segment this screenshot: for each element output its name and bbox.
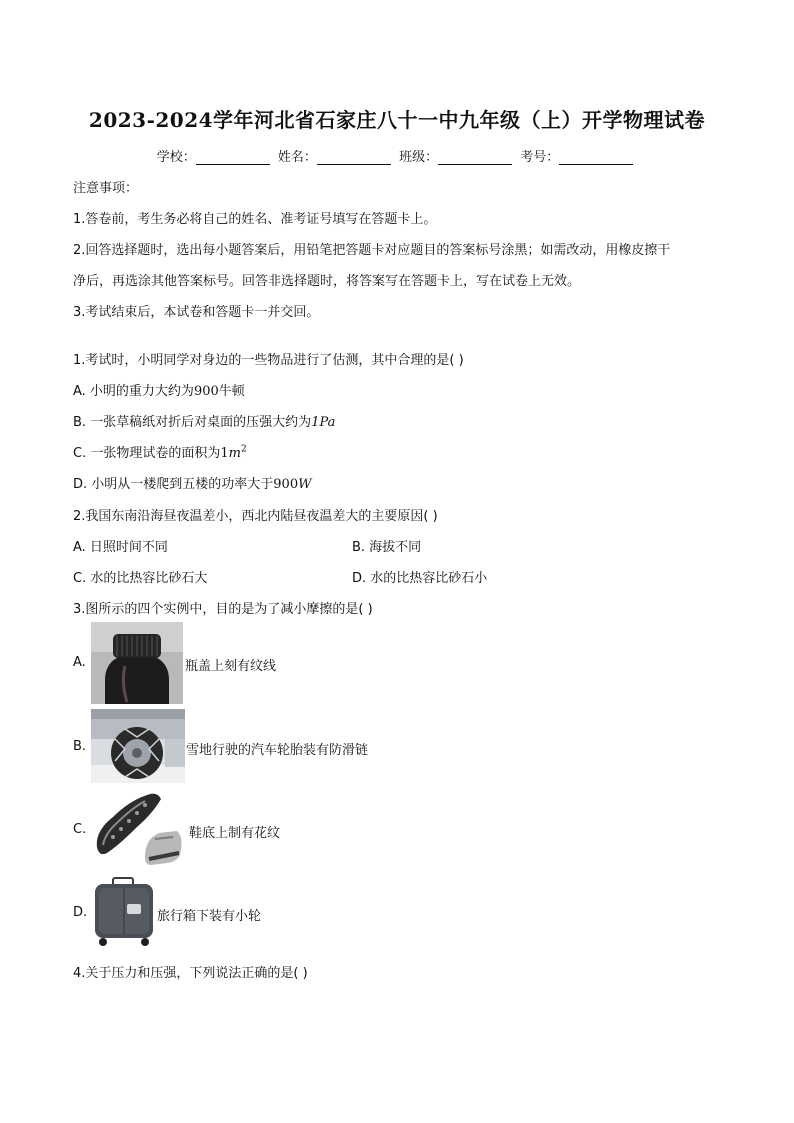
q1-option-d bbox=[73, 473, 311, 492]
q1-a-num: 900 bbox=[193, 384, 219, 399]
note-item-3: 3.考试结束后，本试卷和答题卡一并交回。 bbox=[73, 305, 320, 320]
name-blank[interactable] bbox=[317, 150, 391, 165]
q3-option-b-caption: 雪地行驶的汽车轮胎装有防滑链 bbox=[186, 743, 369, 758]
exam-title: 2023-2024学年河北省石家庄八十一中九年级（上）开学物理试卷 bbox=[88, 108, 706, 132]
school-label: 学校： bbox=[156, 150, 196, 165]
q3-option-d-letter: D. bbox=[73, 905, 88, 920]
note-item-1: 1.答卷前，考生务必将自己的姓名、准考证号填写在答题卡上。 bbox=[73, 212, 437, 227]
q1-c-sup: 2 bbox=[240, 444, 247, 455]
class-blank[interactable] bbox=[438, 150, 512, 165]
exam-number-blank[interactable] bbox=[559, 150, 633, 165]
q1-stem: 1.考试时，小明同学对身边的一些物品进行了估测，其中合理的是( ) bbox=[73, 353, 464, 368]
q2-option-b: B. 海拔不同 bbox=[352, 540, 422, 555]
q3-option-c-letter: C. bbox=[73, 822, 87, 837]
q1-d-math: W bbox=[298, 477, 312, 492]
q1-d-num: 900 bbox=[273, 477, 299, 492]
q3-option-c-caption: 鞋底上制有花纹 bbox=[189, 826, 281, 841]
q1-b-math: 1Pa bbox=[311, 415, 336, 430]
q2-option-a: A. 日照时间不同 bbox=[73, 540, 168, 555]
note-item-2-cont: 净后，再选涂其他答案标号。回答非选择题时，将答案写在答题卡上，写在试卷上无效。 bbox=[73, 274, 581, 289]
q3-stem: 3.图所示的四个实例中，目的是为了减小摩擦的是( ) bbox=[73, 602, 373, 617]
q1-c-text: C. 一张物理试卷的面积为 bbox=[73, 446, 221, 461]
q4-stem: 4.关于压力和压强，下列说法正确的是( ) bbox=[73, 966, 308, 981]
suitcase-image bbox=[91, 876, 157, 948]
q3-option-d-caption: 旅行箱下装有小轮 bbox=[157, 909, 262, 924]
note-item-2: 2.回答选择题时，选出每小题答案后，用铅笔把答题卡对应题目的答案标号涂黑；如需改动，用橡皮擦干 bbox=[73, 243, 671, 258]
q1-c-math: m bbox=[228, 446, 241, 461]
q3-option-b-letter: B. bbox=[73, 739, 87, 754]
q2-stem: 2.我国东南沿海昼夜温差小，西北内陆昼夜温差大的主要原因( ) bbox=[73, 509, 438, 524]
class-label: 班级： bbox=[399, 150, 439, 165]
q2-option-d: D. 水的比热容比砂石小 bbox=[352, 571, 488, 586]
tire-chain-image bbox=[91, 709, 185, 783]
q1-c-num: 1 bbox=[220, 446, 229, 461]
q1-a-text: A. 小明的重力大约为 bbox=[73, 384, 194, 399]
shoe-sole-image bbox=[91, 787, 185, 869]
notes-heading: 注意事项： bbox=[73, 181, 139, 196]
bottle-cap-image bbox=[91, 622, 183, 704]
q1-d-text: D. 小明从一楼爬到五楼的功率大于 bbox=[73, 477, 274, 492]
name-label: 姓名： bbox=[277, 150, 317, 165]
exam-number-label: 考号： bbox=[520, 150, 560, 165]
q1-option-b bbox=[73, 411, 335, 430]
q2-option-c: C. 水的比热容比砂石大 bbox=[73, 571, 208, 586]
q1-b-text: B. 一张草稿纸对折后对桌面的压强大约为 bbox=[73, 415, 312, 430]
q3-option-a-letter: A. bbox=[73, 655, 86, 670]
q1-a-unit: 牛顿 bbox=[218, 384, 245, 399]
q3-option-a-caption: 瓶盖上刻有纹线 bbox=[185, 659, 277, 674]
q1-option-c bbox=[73, 442, 247, 461]
q1-option-a bbox=[73, 380, 245, 399]
student-info-line bbox=[0, 146, 794, 165]
school-blank[interactable] bbox=[196, 150, 270, 165]
